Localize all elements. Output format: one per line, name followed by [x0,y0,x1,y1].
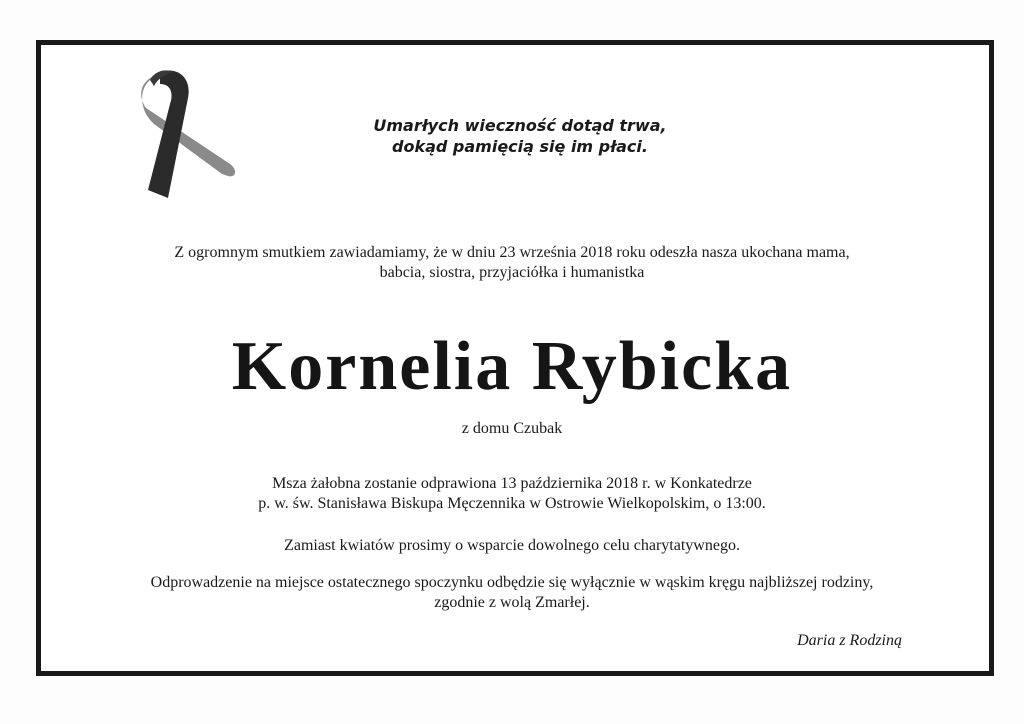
motto-line-2: dokąd pamięcią się im płaci. [392,137,648,156]
announcement-line-1: Z ogromnym smutkiem zawiadamiamy, że w dniu 23 września 2018 roku odeszła nasza ukochana mama, [174,244,850,261]
maiden-name [60,419,964,439]
announcement [60,243,964,283]
flowers-note [60,536,964,556]
maiden-name-text: z domu Czubak [461,420,563,437]
signature: Daria z Rodziną [797,632,902,649]
mass-info [60,474,964,514]
announcement-line-2: babcia, siostra, przyjaciółka i humanistka [379,264,645,281]
burial-info [60,573,964,613]
burial-line-1: Odprowadzenie na miejsce ostatecznego spoczynku odbędzie się wyłącznie w wąskim kręgu najbliższej rodziny, [150,574,874,591]
mass-line-1: Msza żałobna zostanie odprawiona 13 października 2018 r. w Konkatedrze [272,475,752,492]
motto-quote [320,115,720,157]
burial-line-2: zgodnie z wolą Zmarłej. [434,594,590,611]
flowers-note-text: Zamiast kwiatów prosimy o wsparcie dowolnego celu charytatywnego. [284,537,740,554]
motto-line-1: Umarłych wieczność dotąd trwa, [373,116,667,135]
mass-line-2: p. w. św. Stanisława Biskupa Męczennika w Ostrowie Wielkopolskim, o 13:00. [258,495,766,512]
deceased-name: Kornelia Rybicka [231,328,793,405]
mourning-ribbon-icon [130,64,245,204]
